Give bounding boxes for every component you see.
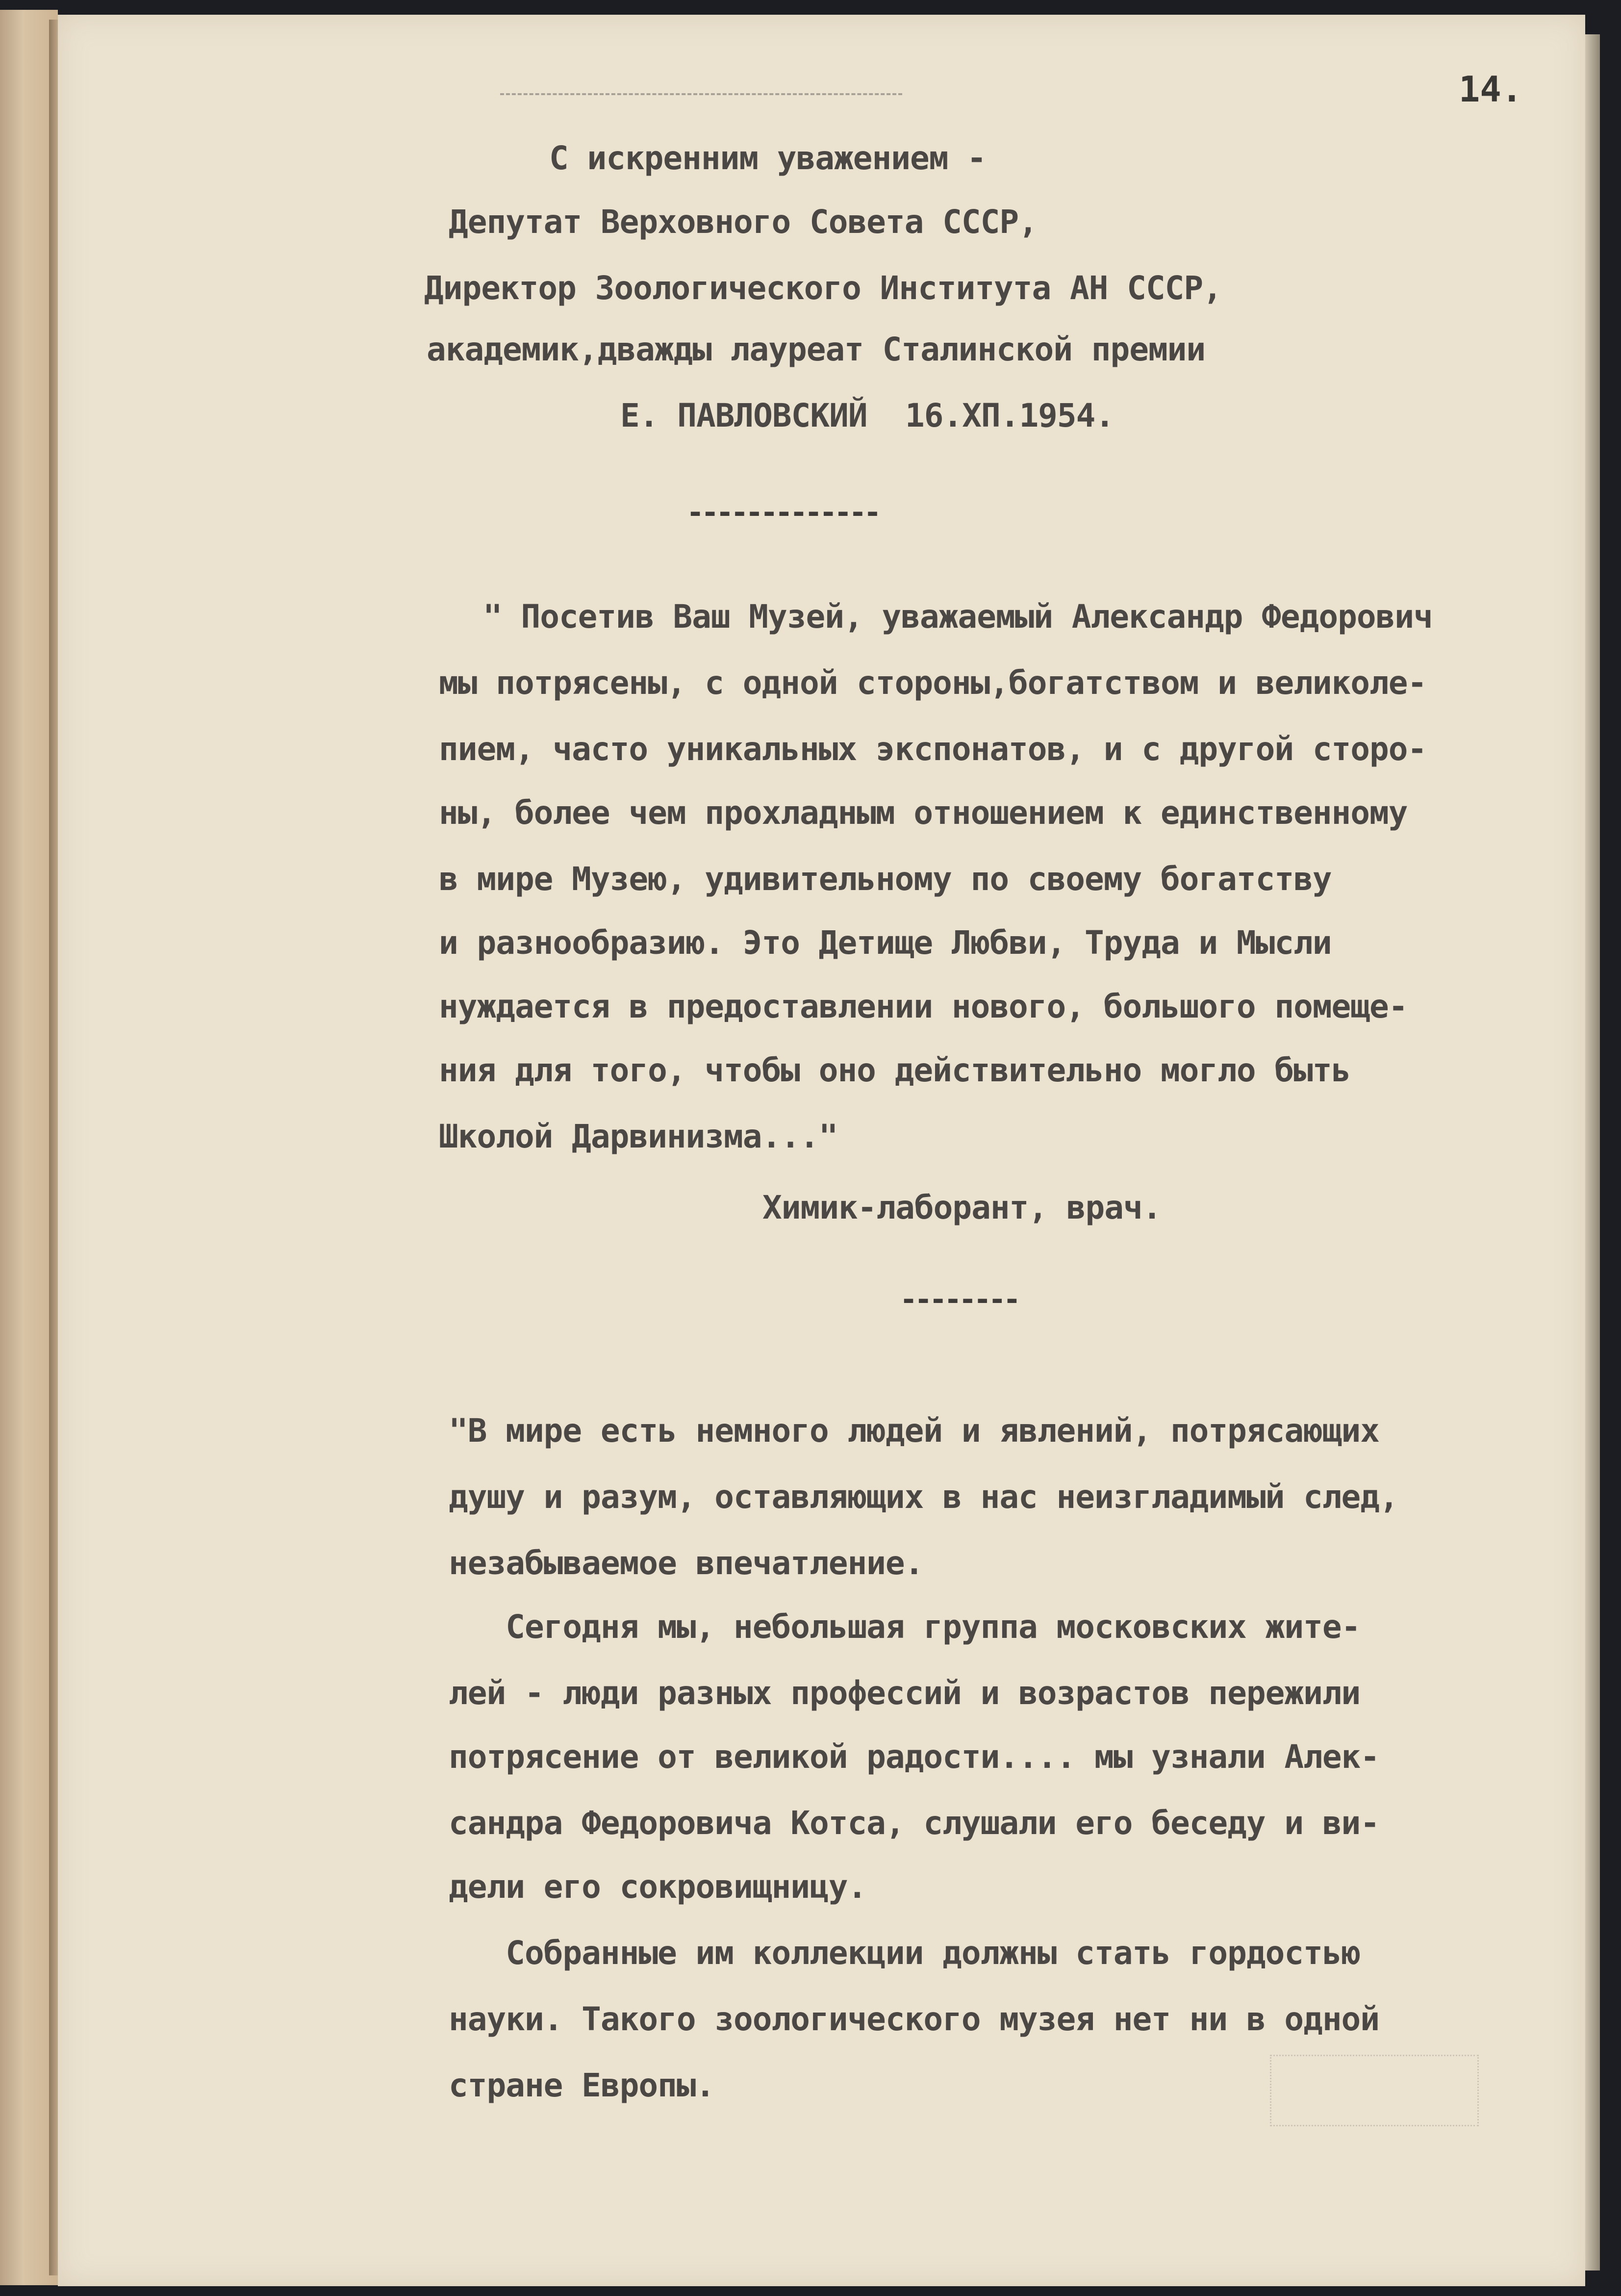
quote1-line: в мире Музею, удивительному по своему богатству [439,860,1332,898]
quote2-line: дели его сокровищницу. [449,1868,867,1906]
faded-top-rule [500,93,902,95]
quote1-line: и разнообразию. Это Детище Любви, Труда и Мысли [439,924,1332,962]
quote2-line: "В мире есть немного людей и явлений, потрясающих [449,1412,1380,1450]
quote1-line: пием, часто уникальных экспонатов, и с другой сторо- [439,730,1427,768]
quote2-line: Собранные им коллекции должны стать гордостью [449,1934,1361,1972]
quote1-line: ния для того, чтобы оно действительно могло быть [439,1051,1351,1089]
quote1-line: нуждается в предоставлении нового, большого помеще- [439,988,1408,1025]
page-number: 14. [1459,69,1523,110]
quote2-line: незабываемое впечатление. [449,1544,924,1582]
quote1-line: Школой Дарвинизма..." [439,1118,838,1155]
quote2-line: потрясение от великой радости.... мы узнали Алек- [449,1738,1380,1776]
quote2-line: науки. Такого зоологического музея нет ни в одной [449,2000,1380,2038]
signer-title-deputy: Депутат Верховного Совета СССР, [449,203,1038,241]
signer-name-date: Е. ПАВЛОВСКИЙ 16.XП.1954. [620,397,1114,434]
quote2-line: Сегодня мы, небольшая группа московских жите- [449,1608,1361,1646]
quote1-line: " Посетив Ваш Музей, уважаемый Александр Федорович [483,598,1433,636]
separator-line: -------- [900,1282,1018,1317]
quote1-line: мы потрясены, с одной стороны,богатством и великоле- [439,664,1427,702]
quote2-line: сандра Федоровича Котса, слушали его беседу и ви- [449,1804,1380,1842]
quote1-line: ны, более чем прохладным отношением к единственному [439,794,1408,832]
quote1-signature: Химик-лаборант, врач. [762,1189,1162,1226]
quote2-line: лей - люди разных профессий и возрастов пережили [449,1674,1361,1712]
closing-greeting: С искренним уважением - [549,139,986,177]
signer-title-academician: академик,дважды лауреат Сталинской премии [427,331,1206,368]
page-edge-right [1585,34,1600,2270]
signer-title-director: Директор Зоологического Института АН СССР, [424,269,1222,307]
separator-line: ------------- [686,495,879,530]
quote2-line: стране Европы. [449,2066,715,2104]
faded-archive-stamp [1270,2055,1479,2126]
quote2-line: душу и разум, оставляющих в нас неизгладимый след, [449,1478,1398,1516]
